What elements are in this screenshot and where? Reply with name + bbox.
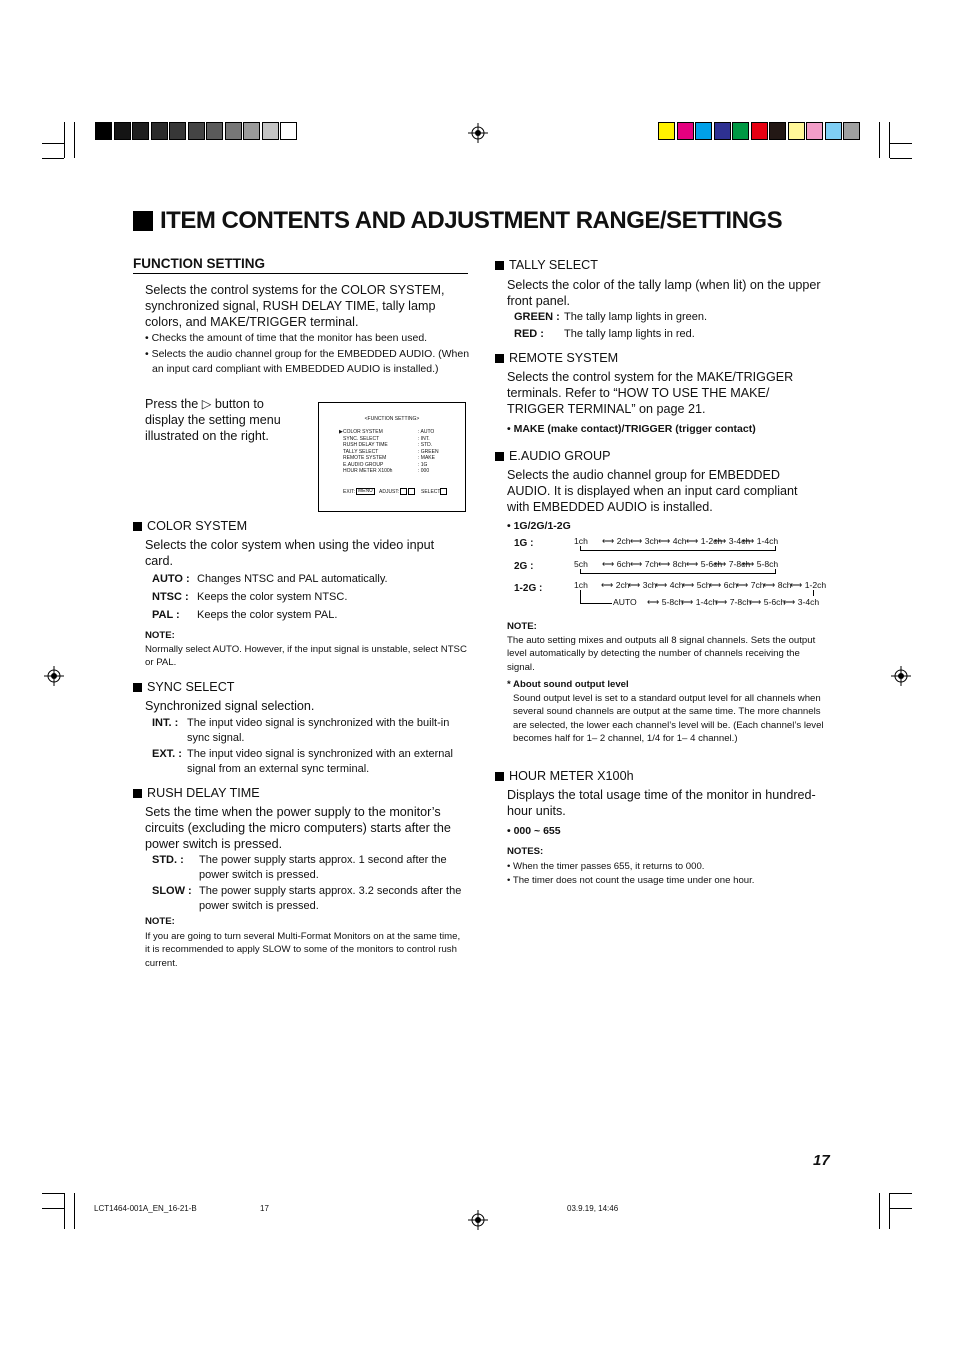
crop-mark [42,1208,64,1209]
crop-mark [890,158,912,159]
channel-item: ⟷ 5-6ch [749,597,786,607]
remote-system-heading [495,351,618,365]
color-swatch [677,122,694,140]
menu-item-value: : STD. [418,442,433,448]
section-label: HOUR METER X100h [509,769,634,783]
channel-item: ⟷ 5-6ch [686,559,723,569]
eaudio-group-heading [495,449,610,463]
group-label-1-2g: 1-2G : [514,583,543,594]
option-key: INT. : [152,717,179,729]
connector-line [580,573,776,574]
color-swatch [206,122,223,140]
notes-label: NOTES: [507,846,544,857]
option-key: AUTO : [152,573,190,585]
menu-item-value: : AUTO [418,429,435,435]
menu-item-label: RUSH DELAY TIME [343,442,388,448]
option-key: EXT. : [152,748,182,760]
menu-item-value: : 1G [418,461,428,468]
connector-line [775,546,776,551]
tally-select-options [514,310,834,342]
option-value: The tally lamp lights in red. [564,328,695,340]
option-row [152,884,467,914]
color-swatch [806,122,823,140]
color-swatch [280,122,297,140]
hour-meter-note: • When the timer passes 655, it returns to 000. [507,861,705,872]
crop-mark [42,143,64,144]
section-label: RUSH DELAY TIME [147,786,260,800]
menu-item-label: REMOTE SYSTEM [343,455,387,461]
menu-item-label: SYNC. SELECT [343,435,380,442]
menu-adjust-label: ADJUST: [379,489,400,495]
color-swatch [732,122,749,140]
option-key: GREEN : [514,311,560,323]
crop-mark [74,1193,75,1229]
channel-item: ⟷ 3ch [630,536,659,546]
channel-item: ⟷ 1-4ch [681,597,718,607]
channel-item: ⟷ 6ch [602,559,631,569]
channel-item: 5ch [574,559,588,569]
channel-item: ⟷ 7-8ch [714,559,751,569]
page-title-text: ITEM CONTENTS AND ADJUSTMENT RANGE/SETTINGS [160,207,783,234]
function-setting-heading: FUNCTION SETTING [133,256,265,271]
option-key: PAL : [152,609,180,621]
option-row [152,572,467,587]
heading-rule [133,273,468,274]
connector-line [580,603,612,604]
menu-cursor-icon: ▶ [339,429,343,435]
menu-item-label: HOUR METER X100h [343,468,393,474]
registration-mark-icon [468,123,488,143]
channel-item: ⟷ 8ch [763,580,792,590]
eaudio-group-desc: Selects the audio channel group for EMBEDDED AUDIO. It is displayed when an input card compliant with EMBEDDED AUDIO is installed. [507,468,798,514]
channel-item: ⟷ 7-8ch [715,597,752,607]
eaudio-group-option: • 1G/2G/1-2G [507,520,571,532]
crop-mark [879,1193,880,1229]
connector-line [580,550,776,551]
color-system-heading [133,519,247,533]
channel-item: ⟷ 5ch [682,580,711,590]
eaudio-note: The auto setting mixes and outputs all 8 signal channels. Sets the output level automatically by detecting the number of channels receiving the signal. [507,635,816,673]
option-value: Keeps the color system PAL. [197,609,338,621]
color-swatch [169,122,186,140]
crop-mark [889,122,890,158]
registration-mark-icon [44,666,64,686]
sync-select-desc: Synchronized signal selection. [145,699,315,713]
color-swatch [114,122,131,140]
option-value: The tally lamp lights in green. [564,311,708,323]
option-key: RED : [514,328,544,340]
hour-meter-range: • 000 ~ 655 [507,825,561,837]
footer-file: LCT1464-001A_EN_16-21-B [94,1204,197,1213]
channel-item: ⟷ 3-4ch [714,536,751,546]
page-title [133,207,782,235]
menu-item-value: : GREEN [418,448,439,455]
color-swatch [132,122,149,140]
channel-item: ⟷ 7ch [630,559,659,569]
option-row [514,310,834,325]
option-key: SLOW : [152,885,192,897]
channel-item: ⟷ 5-8ch [742,559,779,569]
crop-mark [890,1193,912,1194]
channel-item: ⟷ 5-8ch [647,597,684,607]
tally-select-heading [495,258,598,272]
crop-mark [889,1193,890,1229]
remote-system-desc: Selects the control system for the MAKE/TRIGGER terminals. Refer to “HOW TO USE THE MAKE/ TRIGGER TERMINAL” on page 21. [507,370,794,416]
channel-item: ⟷ 3-4ch [783,597,820,607]
channel-item: ⟷ 1-2ch [686,536,723,546]
connector-line [775,569,776,574]
crop-mark [64,1193,65,1229]
crop-mark [74,122,75,158]
color-swatch [751,122,768,140]
channel-item: ⟷ 2ch [602,536,631,546]
rush-delay-options [152,853,467,914]
channel-item: ⟷ 4ch [658,536,687,546]
color-system-options [152,572,467,623]
remote-system-option: • MAKE (make contact)/TRIGGER (trigger contact) [507,423,756,435]
rush-delay-desc: Sets the time when the power supply to the monitor’s circuits (excluding the micro computers) starts after the power switch is pressed. [145,805,451,851]
channel-item: ⟷ 8ch [658,559,687,569]
crop-mark [890,143,912,144]
section-label: SYNC SELECT [147,680,235,694]
color-swatch [151,122,168,140]
intro-text: Selects the control systems for the COLOR SYSTEM, synchronized signal, RUSH DELAY TIME, tally lamp colors, and MAKE/TRIGGER terminal. [145,283,445,329]
option-value: The input video signal is synchronized with an external signal from an external sync terminal. [187,748,453,775]
option-key: STD. : [152,854,184,866]
option-value: The input video signal is synchronized with the built-in sync signal. [187,717,450,744]
color-swatch [714,122,731,140]
option-row [152,608,467,623]
registration-mark-icon [891,666,911,686]
menu-exit-key: MENU [358,488,373,494]
crop-mark [879,122,880,158]
square-bullet-icon [133,211,153,231]
note-label: NOTE: [145,630,175,641]
registration-mark-icon [468,1210,488,1230]
rush-delay-heading [133,786,260,800]
color-swatch [225,122,242,140]
option-row [152,853,467,883]
section-label: TALLY SELECT [509,258,598,272]
color-system-note: Normally select AUTO. However, if the input signal is unstable, select NTSC or PAL. [145,644,467,669]
intro-bullet: • Selects the audio channel group for the EMBEDDED AUDIO. (When an input card compliant with EMBEDDED AUDIO is installed.) [145,348,470,375]
channel-item: ⟷ 1-2ch [790,580,827,590]
color-swatch [843,122,860,140]
color-swatch [788,122,805,140]
menu-select-key [440,488,447,495]
color-system-desc: Selects the color system when using the video input card. [145,538,435,568]
channel-item: AUTO [613,597,637,607]
crop-mark [890,1208,912,1209]
group-label-2g: 2G : [514,561,534,572]
footer-date: 03.9.19, 14:46 [567,1204,619,1213]
color-calibration-bar [658,122,862,140]
sync-select-heading [133,680,234,694]
menu-item-value: : INT. [418,435,430,442]
hour-meter-desc: Displays the total usage time of the monitor in hundred-hour units. [507,788,816,818]
connector-line [813,590,814,596]
page-number: 17 [813,1152,830,1169]
color-swatch [695,122,712,140]
about-sound-label: * About sound output level [507,679,629,690]
menu-item-label: E.AUDIO GROUP [343,461,384,468]
menu-adjust-plus-key [408,488,415,495]
crop-mark [42,158,64,159]
menu-item-value: : MAKE [418,455,435,461]
section-label: COLOR SYSTEM [147,519,248,533]
crop-mark [64,122,65,158]
channel-item: 1ch [574,580,588,590]
menu-item-label: TALLY SELECT [343,448,379,455]
channel-item: ⟷ 3ch [628,580,657,590]
channel-item: ⟷ 1-4ch [742,536,779,546]
hour-meter-heading [495,769,634,783]
rush-delay-note: If you are going to turn several Multi-Format Monitors on at the same time, it is recommended to apply SLOW to some of the monitors to control rush current. [145,931,461,969]
note-label: NOTE: [145,916,175,927]
connector-line [580,590,581,604]
menu-item-label: COLOR SYSTEM [343,429,383,435]
menu-item-value: : 000 [418,468,430,474]
color-swatch [769,122,786,140]
tally-select-desc: Selects the color of the tally lamp (when lit) on the upper front panel. [507,278,821,308]
gray-scale-bar [95,122,299,140]
option-row [152,716,467,746]
color-swatch [188,122,205,140]
function-setting-menu [318,402,466,512]
option-row [514,327,834,342]
intro-bullet: • Checks the amount of time that the monitor has been used. [145,332,428,344]
section-label: E.AUDIO GROUP [509,449,611,463]
color-swatch [825,122,842,140]
option-value: The power supply starts approx. 1 second after the power switch is pressed. [199,854,447,881]
note-label: NOTE: [507,621,537,632]
menu-select-label: SELECT: [421,489,442,495]
channel-item: ⟷ 7ch [736,580,765,590]
menu-title: <FUNCTION SETTING> [364,416,420,422]
menu-adjust-minus-key [400,488,407,495]
option-value: The power supply starts approx. 3.2 seconds after the power switch is pressed. [199,885,462,912]
channel-item: ⟷ 2ch [601,580,630,590]
group-label-1g: 1G : [514,538,534,549]
menu-exit-label: EXIT: [343,489,355,495]
crop-mark [42,1193,64,1194]
option-row [152,747,467,777]
section-label: REMOTE SYSTEM [509,351,619,365]
press-instruction: Press the ▷ button to display the setting menu illustrated on the right. [145,397,281,443]
color-swatch [95,122,112,140]
option-value: Changes NTSC and PAL automatically. [197,573,388,585]
color-swatch [243,122,260,140]
channel-item: ⟷ 4ch [655,580,684,590]
sync-select-options [152,716,467,777]
option-row [152,590,467,605]
channel-item: 1ch [574,536,588,546]
footer-page: 17 [260,1204,269,1213]
color-swatch [658,122,675,140]
about-sound-text: Sound output level is set to a standard output level for all channels when several sound channels are output at the same time. The more channels are selected, the lower each channel’s level will be. (Each channel’s level becomes half for 1– 2 channel, 1/4 for 1– 4 channel.) [513,693,824,744]
option-value: Keeps the color system NTSC. [197,591,348,603]
color-swatch [262,122,279,140]
channel-item: ⟷ 6ch [709,580,738,590]
hour-meter-note: • The timer does not count the usage time under one hour. [507,875,755,886]
option-key: NTSC : [152,591,189,603]
